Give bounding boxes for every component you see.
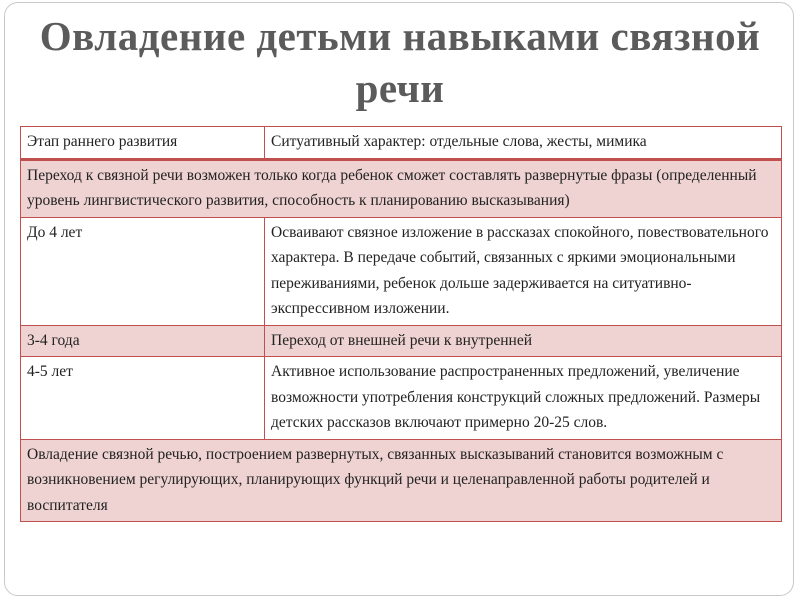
note-cell: Переход к связной речи возможен только когда ребенок сможет составлять развернутые фразы (определенный уровень лингвистического развития, способность к планированию высказывания)	[21, 161, 782, 218]
stage-cell: 3-4 года	[21, 326, 265, 358]
stage-cell: До 4 лет	[21, 218, 265, 326]
table-row	[21, 218, 782, 326]
table-row	[21, 326, 782, 358]
table-row	[21, 440, 782, 523]
description-cell: Осваивают связное изложение в рассказах спокойного, повествовательного характера. В передаче событий, связанных с яркими эмоциональными переживаниями, ребенок дольше задерживается на ситуативно-экспрессивном изложении.	[265, 218, 782, 326]
table-row	[21, 357, 782, 440]
description-cell: Активное использование распространенных предложений, увеличение возможности употребления конструкций сложных предложений. Размеры детских рассказов включают примерно 20-25 слов.	[265, 357, 782, 440]
development-stages-table	[20, 126, 782, 522]
description-cell: Ситуативный характер: отдельные слова, жесты, мимика	[265, 127, 782, 161]
stage-cell: 4-5 лет	[21, 357, 265, 440]
note-cell: Овладение связной речью, построением развернутых, связанных высказываний становится возможным с возникновением регулирующих, планирующих функций речи и целенаправленной работы родителей и воспитателя	[21, 440, 782, 523]
slide-title-line-1: Овладение детьми навыками связной	[39, 13, 761, 59]
slide-title-line-2: речи	[355, 65, 445, 111]
stage-cell: Этап раннего развития	[21, 127, 265, 161]
slide-title	[0, 10, 800, 114]
description-cell: Переход от внешней речи к внутренней	[265, 326, 782, 358]
table-row	[21, 161, 782, 218]
table-row	[21, 127, 782, 161]
